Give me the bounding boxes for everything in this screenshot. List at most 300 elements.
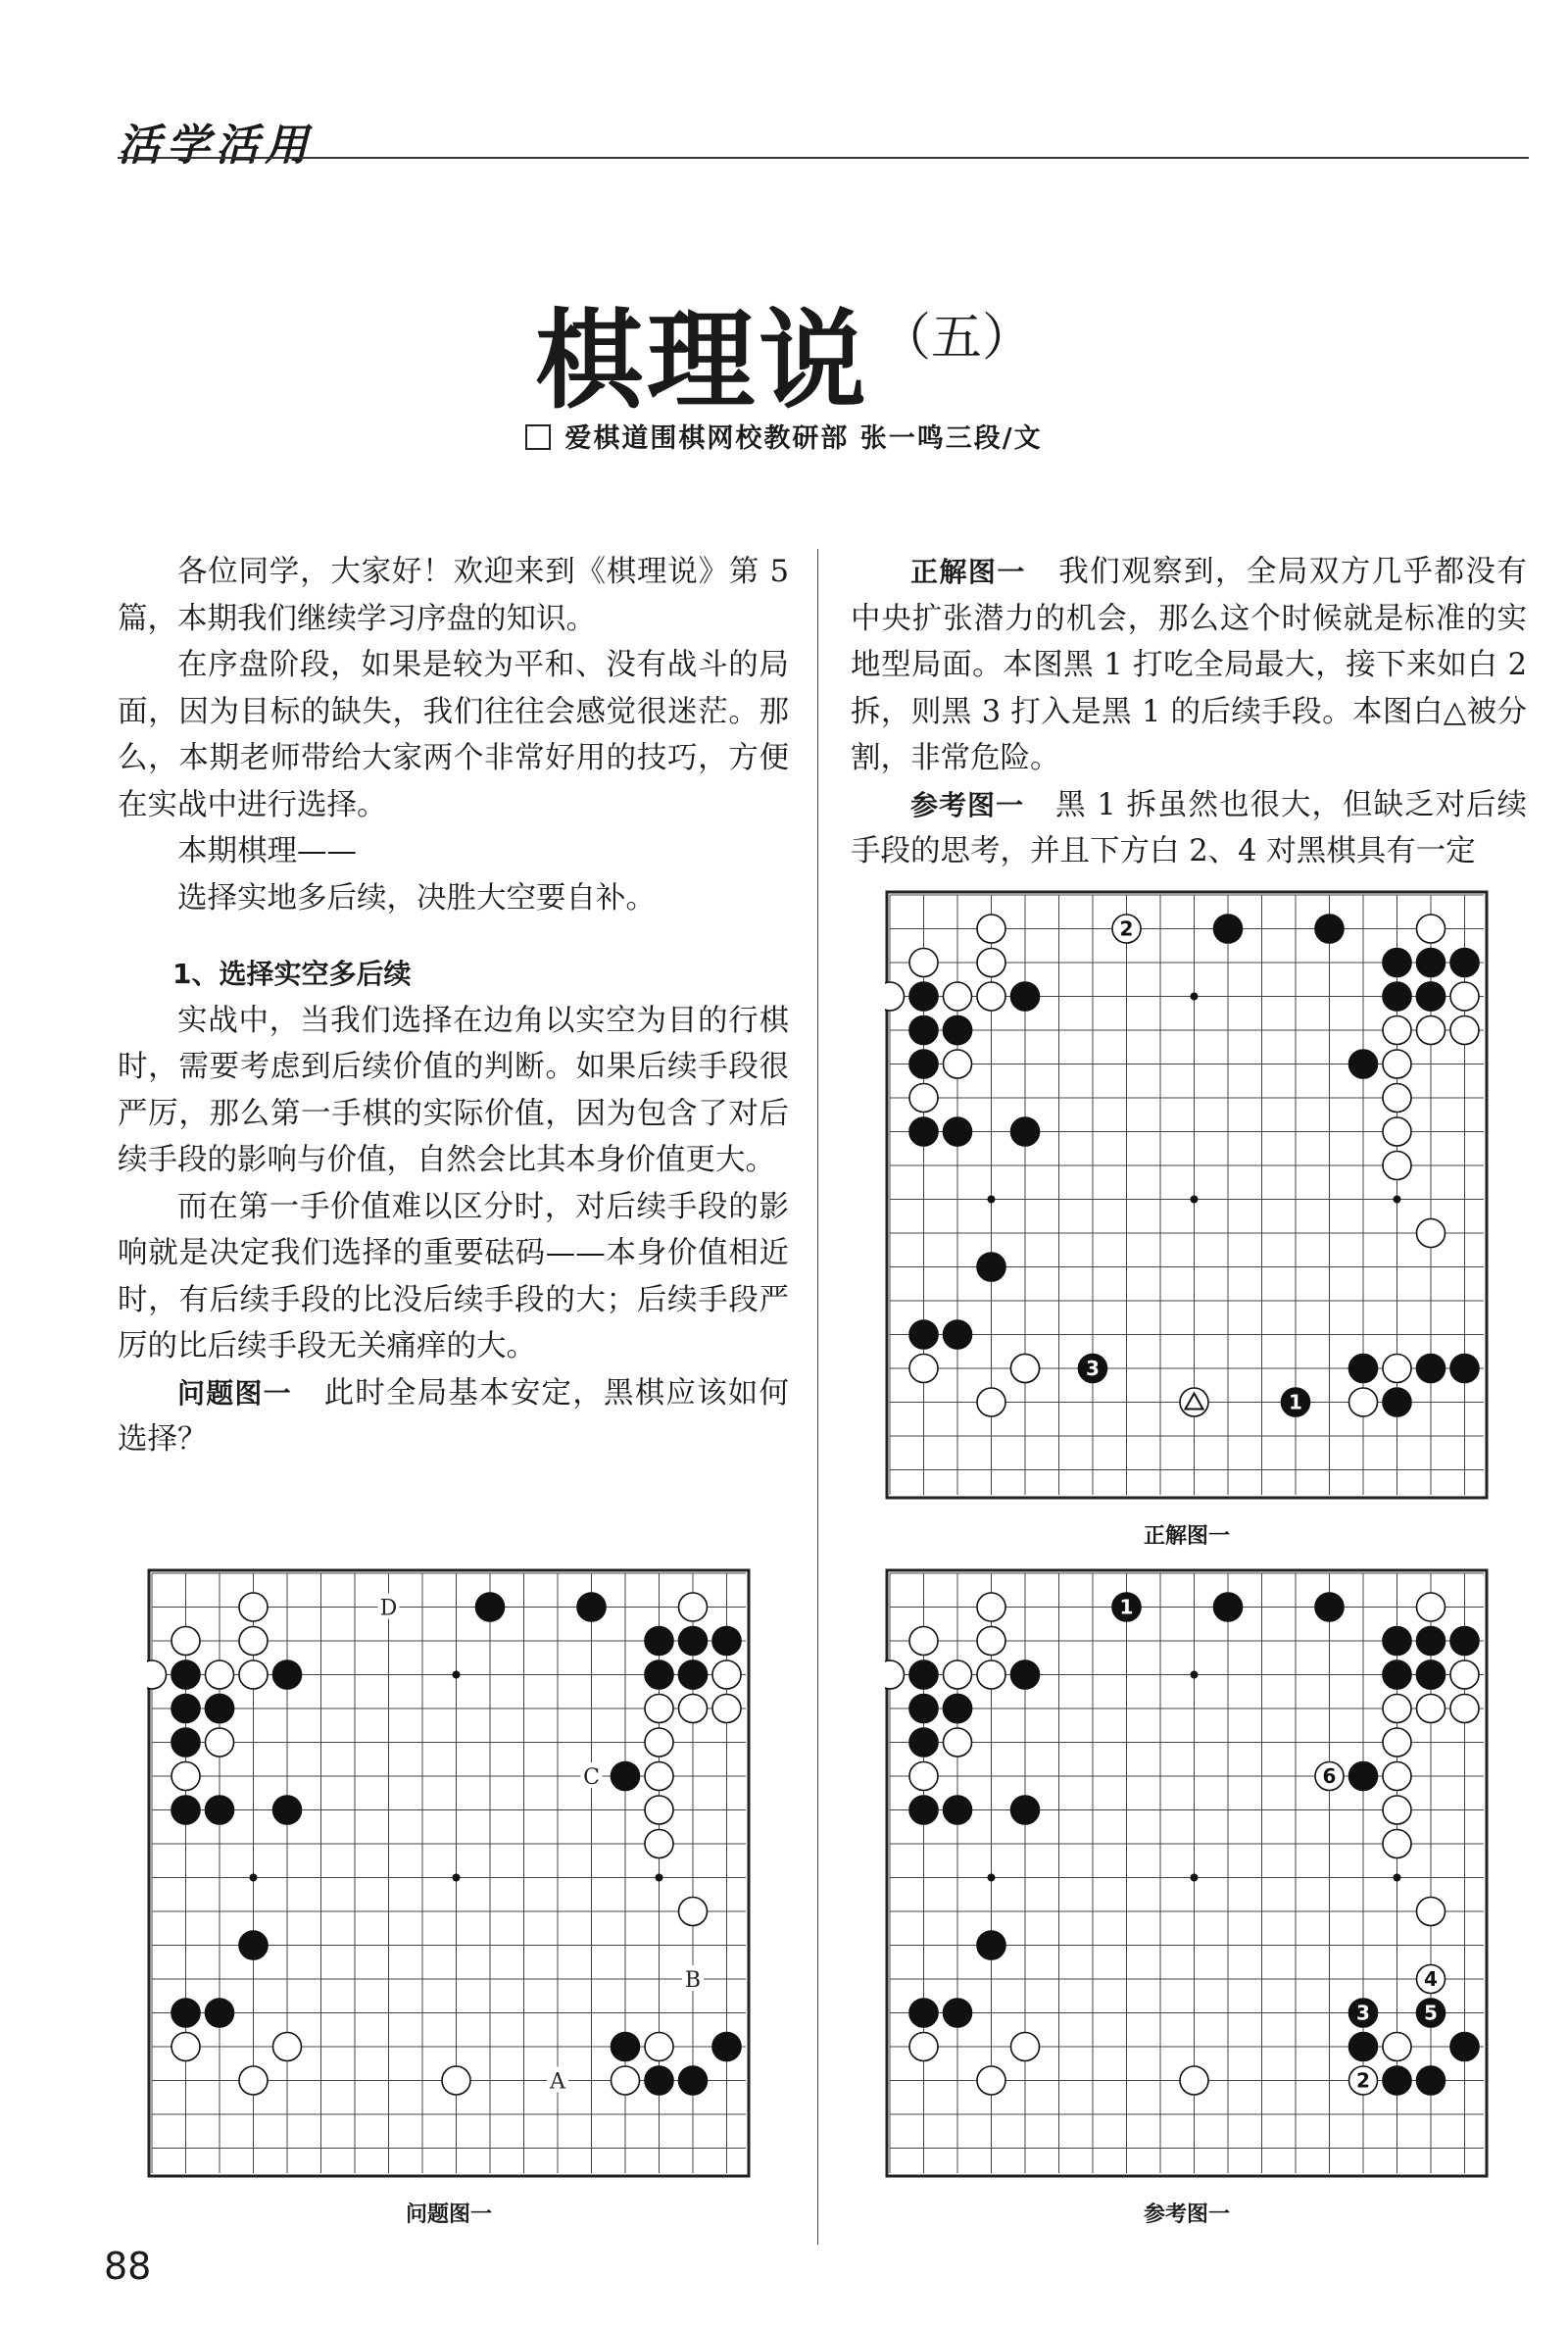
stone-disc xyxy=(1011,982,1040,1011)
star-point xyxy=(1191,1196,1199,1204)
stone-disc xyxy=(944,1999,972,2027)
white-stone xyxy=(1383,1084,1411,1113)
black-stone xyxy=(172,1796,200,1824)
black-stone xyxy=(206,1695,234,1723)
stone-disc xyxy=(944,1016,972,1045)
stone-disc xyxy=(1383,1762,1411,1791)
black-stone xyxy=(679,2066,708,2095)
stone-disc xyxy=(645,1660,673,1689)
stone-disc xyxy=(1349,1388,1378,1416)
black-stone xyxy=(1079,1355,1107,1383)
stone-disc xyxy=(1011,1117,1040,1146)
stone-disc xyxy=(1383,1152,1411,1180)
stone-disc xyxy=(909,1796,938,1824)
black-stone xyxy=(1450,949,1479,977)
stone-disc xyxy=(645,1627,673,1656)
white-stone xyxy=(612,2066,640,2095)
solution-label: 正解图一 xyxy=(910,556,1026,588)
byline xyxy=(0,417,1568,455)
stone-disc xyxy=(172,1999,200,2027)
stone-disc xyxy=(1180,2066,1208,2095)
white-stone xyxy=(1383,1695,1411,1723)
title-sub: （五） xyxy=(879,309,1033,368)
white-stone xyxy=(909,2033,938,2061)
stone-disc xyxy=(1315,1593,1344,1621)
black-stone xyxy=(679,1627,708,1656)
stone-disc xyxy=(206,1999,234,2027)
stone-disc xyxy=(1417,1219,1446,1248)
black-stone xyxy=(1450,2033,1479,2061)
stone-disc xyxy=(679,2066,708,2095)
stone-disc xyxy=(206,1695,234,1723)
stone-disc xyxy=(944,1050,972,1078)
move-number: 1 xyxy=(1289,1390,1302,1414)
stone-disc xyxy=(1383,1728,1411,1757)
stone-disc xyxy=(172,1627,200,1656)
white-stone xyxy=(239,2066,268,2095)
move-number: 3 xyxy=(1356,2001,1370,2025)
stone-disc xyxy=(1417,2066,1446,2095)
black-stone xyxy=(977,1931,1005,1959)
stone-disc xyxy=(679,1660,708,1689)
white-stone xyxy=(909,1084,938,1113)
stone-disc xyxy=(944,1117,972,1146)
black-stone xyxy=(1282,1388,1310,1416)
stone-disc xyxy=(977,2066,1005,2095)
paragraph: 选择实地多后续，决胜大空要自补。 xyxy=(177,880,656,916)
white-stone xyxy=(1383,1830,1411,1858)
white-stone xyxy=(1417,1695,1446,1723)
black-stone xyxy=(1383,982,1411,1011)
black-stone xyxy=(1450,1355,1479,1383)
black-stone xyxy=(172,1728,200,1757)
stone-disc xyxy=(172,1728,200,1757)
black-stone xyxy=(1349,1999,1378,2027)
black-stone xyxy=(909,1117,938,1146)
star-point xyxy=(656,1874,663,1882)
stone-disc xyxy=(239,2066,268,2095)
stone-disc xyxy=(1383,1796,1411,1824)
white-stone xyxy=(909,949,938,977)
black-stone xyxy=(1315,915,1344,943)
stone-disc xyxy=(712,1660,741,1689)
stone-disc xyxy=(206,1728,234,1757)
stone-disc xyxy=(712,1627,741,1656)
stone-disc xyxy=(1417,1898,1446,1926)
star-point xyxy=(1191,993,1199,1001)
stone-disc xyxy=(172,1695,200,1723)
stone-disc xyxy=(1417,1660,1446,1689)
white-stone xyxy=(977,915,1005,943)
stone-disc xyxy=(944,1728,972,1757)
white-stone xyxy=(909,1355,938,1383)
stone-disc xyxy=(239,1931,268,1959)
paragraph: 在序盘阶段，如果是较为平和、没有战斗的局面，因为目标的缺失，我们往往会感觉很迷茫。那么，本期老师带给大家两个非常好用的技巧，方便在实战中进行选择。 xyxy=(118,648,789,822)
black-stone xyxy=(679,1660,708,1689)
stone-disc xyxy=(1011,1796,1040,1824)
black-stone xyxy=(909,1660,938,1689)
black-stone xyxy=(239,1931,268,1959)
white-stone xyxy=(679,1898,708,1926)
board-letter: A xyxy=(550,2069,565,2095)
black-stone xyxy=(1417,2066,1446,2095)
stone-disc xyxy=(909,1660,938,1689)
black-stone xyxy=(1011,982,1040,1011)
move-number: 4 xyxy=(1424,1967,1438,1991)
stone-disc xyxy=(1417,1593,1446,1621)
stone-disc xyxy=(977,915,1005,943)
white-stone xyxy=(1383,1796,1411,1824)
section-header: 活学活用 xyxy=(118,121,314,171)
black-stone xyxy=(1011,1660,1040,1689)
black-stone xyxy=(206,1999,234,2027)
star-point xyxy=(988,1196,996,1204)
white-stone xyxy=(909,1627,938,1656)
paragraph: 本期棋理—— xyxy=(177,834,357,868)
white-stone xyxy=(977,1660,1005,1689)
black-stone xyxy=(712,1627,741,1656)
stone-disc xyxy=(1349,1050,1378,1078)
black-stone xyxy=(645,1660,673,1689)
stone-disc xyxy=(1011,1660,1040,1689)
white-stone xyxy=(977,1388,1005,1416)
stone-disc xyxy=(977,1593,1005,1621)
white-stone xyxy=(1417,1219,1446,1248)
board-letter: D xyxy=(379,1596,398,1621)
white-stone xyxy=(206,1660,234,1689)
white-stone xyxy=(712,1695,741,1723)
caption-reference: 参考图一 xyxy=(1143,2203,1230,2227)
black-stone xyxy=(1450,1627,1479,1656)
left-column xyxy=(118,549,789,1463)
white-stone xyxy=(645,1728,673,1757)
black-stone xyxy=(1349,1355,1378,1383)
stone-disc xyxy=(1417,1016,1446,1045)
stone-disc xyxy=(645,1728,673,1757)
white-stone xyxy=(909,1762,938,1791)
stone-disc xyxy=(1383,1388,1411,1416)
board-letter: C xyxy=(583,1765,600,1790)
stone-disc xyxy=(1450,982,1479,1011)
stone-disc xyxy=(909,1016,938,1045)
stone-disc xyxy=(1417,982,1446,1011)
stone-disc xyxy=(612,1762,640,1791)
star-point xyxy=(1191,1671,1199,1679)
stone-disc xyxy=(909,1762,938,1791)
title-main: 棋理说 xyxy=(534,298,870,423)
stone-disc xyxy=(239,1593,268,1621)
stone-disc xyxy=(1450,2033,1479,2061)
stone-disc xyxy=(1450,1660,1479,1689)
stone-disc xyxy=(712,2033,741,2061)
stone-disc xyxy=(1383,1695,1411,1723)
stone-disc xyxy=(577,1593,606,1621)
white-stone xyxy=(1417,915,1446,943)
paragraph: 各位同学，大家好！欢迎来到《棋理说》第 5 篇，本期我们继续学习序盘的知识。 xyxy=(118,555,789,636)
black-stone xyxy=(1011,1796,1040,1824)
white-stone xyxy=(172,2033,200,2061)
black-stone xyxy=(1349,1050,1378,1078)
stone-disc xyxy=(944,1320,972,1349)
stone-disc xyxy=(1450,1627,1479,1656)
stone-disc xyxy=(909,1999,938,2027)
stone-disc xyxy=(909,1117,938,1146)
stone-disc xyxy=(1011,2033,1040,2061)
stone-disc xyxy=(977,982,1005,1011)
paragraph: 实战中，当我们选择在边角以实空为目的行棋时，需要考虑到后续价值的判断。如果后续手段很严厉，那么第一手棋的实际价值，因为包含了对后续手段的影响与价值，自然会比其本身价值更大。 xyxy=(118,1003,789,1177)
right-column xyxy=(851,549,1527,875)
stone-disc xyxy=(1417,1695,1446,1723)
black-stone xyxy=(1417,982,1446,1011)
board-letter: B xyxy=(684,1968,702,1993)
stone-disc xyxy=(1349,2033,1378,2061)
black-stone xyxy=(1383,1627,1411,1656)
white-stone xyxy=(239,1627,268,1656)
black-stone xyxy=(944,1999,972,2027)
white-stone xyxy=(206,1728,234,1757)
caption-problem: 问题图一 xyxy=(405,2203,492,2227)
move-number: 3 xyxy=(1086,1357,1100,1380)
black-stone xyxy=(944,1796,972,1824)
white-stone xyxy=(944,982,972,1011)
white-stone xyxy=(1011,2033,1040,2061)
stone-disc xyxy=(909,1084,938,1113)
star-point xyxy=(453,1671,461,1679)
solution-text: 我们观察到，全局双方几乎都没有中央扩张潜力的机会，那么这个时候就是标准的实地型局面。本图黑 1 打吃全局最大，接下来如白 2 拆，则黑 3 打入是黑 1 的后续手段。本图白△被分割，非常危险。 xyxy=(851,555,1527,775)
stone-disc xyxy=(1383,1084,1411,1113)
stone-disc xyxy=(1417,1627,1446,1656)
black-stone xyxy=(1417,1355,1446,1383)
white-stone xyxy=(1349,1388,1378,1416)
white-stone xyxy=(645,1796,673,1824)
black-stone xyxy=(944,1117,972,1146)
white-stone xyxy=(1450,1695,1479,1723)
page-number: 88 xyxy=(104,2245,152,2288)
problem-paragraph xyxy=(118,1370,789,1463)
white-stone xyxy=(1383,1016,1411,1045)
star-point xyxy=(1394,1874,1401,1882)
stone-disc xyxy=(239,1660,268,1689)
white-stone xyxy=(1383,1050,1411,1078)
black-stone xyxy=(909,1999,938,2027)
stone-disc xyxy=(679,1593,708,1621)
black-stone xyxy=(909,1796,938,1824)
black-stone xyxy=(273,1796,302,1824)
reference-label: 参考图一 xyxy=(910,788,1025,821)
white-stone xyxy=(1383,1728,1411,1757)
white-stone xyxy=(273,2033,302,2061)
black-stone xyxy=(172,1660,200,1689)
white-stone xyxy=(679,1593,708,1621)
stone-disc xyxy=(645,1762,673,1791)
stone-disc xyxy=(1383,1660,1411,1689)
stone-disc xyxy=(1450,949,1479,977)
white-stone xyxy=(977,982,1005,1011)
black-stone xyxy=(977,1253,1005,1281)
stone-disc xyxy=(476,1593,505,1621)
go-board-reference xyxy=(885,1568,1489,2178)
black-stone xyxy=(612,1762,640,1791)
star-point xyxy=(1191,1874,1199,1882)
black-stone xyxy=(1383,2066,1411,2095)
stone-disc xyxy=(645,1695,673,1723)
stone-disc xyxy=(1214,915,1243,943)
stone-disc xyxy=(1383,2066,1411,2095)
stone-disc xyxy=(273,1660,302,1689)
white-stone xyxy=(1417,1898,1446,1926)
black-stone xyxy=(909,1016,938,1045)
stone-disc xyxy=(1383,1016,1411,1045)
black-stone xyxy=(1417,1660,1446,1689)
black-stone xyxy=(1417,1999,1446,2027)
stone-disc xyxy=(1383,982,1411,1011)
white-stone xyxy=(1417,1016,1446,1045)
stone-disc xyxy=(909,1355,938,1383)
white-stone xyxy=(172,1627,200,1656)
black-stone xyxy=(476,1593,505,1621)
stone-disc xyxy=(944,1695,972,1723)
white-stone xyxy=(712,1660,741,1689)
stone-disc xyxy=(712,1695,741,1723)
white-stone xyxy=(1349,2066,1378,2095)
stone-disc xyxy=(645,2066,673,2095)
black-stone xyxy=(909,1728,938,1757)
white-stone xyxy=(1180,2066,1208,2095)
stone-disc xyxy=(612,2033,640,2061)
stone-disc xyxy=(1349,1355,1378,1383)
black-stone xyxy=(909,982,938,1011)
white-stone xyxy=(1450,1016,1479,1045)
stone-disc xyxy=(442,2066,470,2095)
black-stone xyxy=(1417,949,1446,977)
white-stone xyxy=(977,1593,1005,1621)
stone-disc xyxy=(1450,1695,1479,1723)
black-stone xyxy=(1315,1593,1344,1621)
black-stone xyxy=(1383,1660,1411,1689)
star-point xyxy=(1394,1196,1401,1204)
stone-disc xyxy=(1383,1117,1411,1146)
reference-text: 黑 1 拆虽然也很大，但缺乏对后续手段的思考，并且下方白 2、4 对黑棋具有一定 xyxy=(851,787,1527,868)
stone-disc xyxy=(1383,1627,1411,1656)
stone-disc xyxy=(909,2033,938,2061)
stone-disc xyxy=(612,2066,640,2095)
stone-disc xyxy=(172,1796,200,1824)
stone-disc xyxy=(273,1796,302,1824)
white-stone xyxy=(1383,1152,1411,1180)
black-stone xyxy=(172,1999,200,2027)
stone-disc xyxy=(909,1050,938,1078)
stone-disc xyxy=(944,1796,972,1824)
byline-box-icon xyxy=(525,424,551,450)
stone-disc xyxy=(1417,949,1446,977)
black-stone xyxy=(206,1796,234,1824)
black-stone xyxy=(909,1695,938,1723)
stone-disc xyxy=(977,949,1005,977)
white-stone xyxy=(977,1627,1005,1656)
go-board-problem xyxy=(147,1568,751,2178)
stone-disc xyxy=(1315,915,1344,943)
stone-disc xyxy=(909,982,938,1011)
stone-disc xyxy=(645,2033,673,2061)
white-stone xyxy=(239,1660,268,1689)
black-stone xyxy=(273,1660,302,1689)
stone-disc xyxy=(679,1695,708,1723)
white-stone xyxy=(944,1050,972,1078)
white-stone xyxy=(1383,1762,1411,1791)
white-stone xyxy=(645,1830,673,1858)
white-stone xyxy=(239,1593,268,1621)
stone-disc xyxy=(1383,1355,1411,1383)
stone-disc xyxy=(909,1627,938,1656)
header-rule xyxy=(118,157,1529,159)
stone-disc xyxy=(1214,1593,1243,1621)
star-point xyxy=(988,1874,996,1882)
white-stone xyxy=(172,1762,200,1791)
black-stone xyxy=(1349,1762,1378,1791)
white-stone xyxy=(1112,915,1141,943)
move-number: 5 xyxy=(1424,2001,1438,2025)
problem-text: 此时全局基本安定，黑棋应该如何选择？ xyxy=(118,1375,789,1457)
stone-disc xyxy=(206,1660,234,1689)
stone-disc xyxy=(1383,1050,1411,1078)
black-stone xyxy=(1417,1627,1446,1656)
go-board-solution xyxy=(885,890,1489,1500)
white-stone xyxy=(645,1695,673,1723)
black-stone xyxy=(1383,1388,1411,1416)
stone-disc xyxy=(1450,1016,1479,1045)
star-point xyxy=(250,1874,258,1882)
stone-disc xyxy=(172,1660,200,1689)
white-stone xyxy=(944,1660,972,1689)
stone-disc xyxy=(909,1320,938,1349)
stone-disc xyxy=(1450,1355,1479,1383)
white-stone xyxy=(1315,1762,1344,1791)
white-stone xyxy=(1417,1593,1446,1621)
white-stone xyxy=(977,2066,1005,2095)
white-stone xyxy=(1417,1965,1446,1994)
white-stone xyxy=(645,1762,673,1791)
move-number: 2 xyxy=(1119,916,1134,941)
stone-disc xyxy=(944,982,972,1011)
white-stone xyxy=(1450,1660,1479,1689)
white-stone xyxy=(679,1695,708,1723)
stone-disc xyxy=(1417,1355,1446,1383)
move-number: 6 xyxy=(1322,1764,1337,1788)
stone-disc xyxy=(1383,949,1411,977)
caption-solution: 正解图一 xyxy=(1143,1524,1230,1549)
section-heading: 1、选择实空多后续 xyxy=(172,958,412,990)
white-stone xyxy=(1383,1355,1411,1383)
byline-text: 爱棋道围棋网校教研部 张一鸣三段/文 xyxy=(564,423,1043,454)
black-stone xyxy=(712,2033,741,2061)
stone-disc xyxy=(909,949,938,977)
white-stone xyxy=(1450,982,1479,1011)
black-stone xyxy=(612,2033,640,2061)
stone-disc xyxy=(1417,915,1446,943)
black-stone xyxy=(1011,1117,1040,1146)
black-stone xyxy=(1112,1593,1141,1621)
stone-disc xyxy=(977,1388,1005,1416)
stone-disc xyxy=(273,2033,302,2061)
stone-disc xyxy=(977,1931,1005,1959)
article-title xyxy=(0,274,1568,429)
stone-disc xyxy=(909,1695,938,1723)
stone-disc xyxy=(645,1796,673,1824)
black-stone xyxy=(645,1627,673,1656)
stone-disc xyxy=(977,1253,1005,1281)
white-stone xyxy=(442,2066,470,2095)
stone-disc xyxy=(679,1898,708,1926)
